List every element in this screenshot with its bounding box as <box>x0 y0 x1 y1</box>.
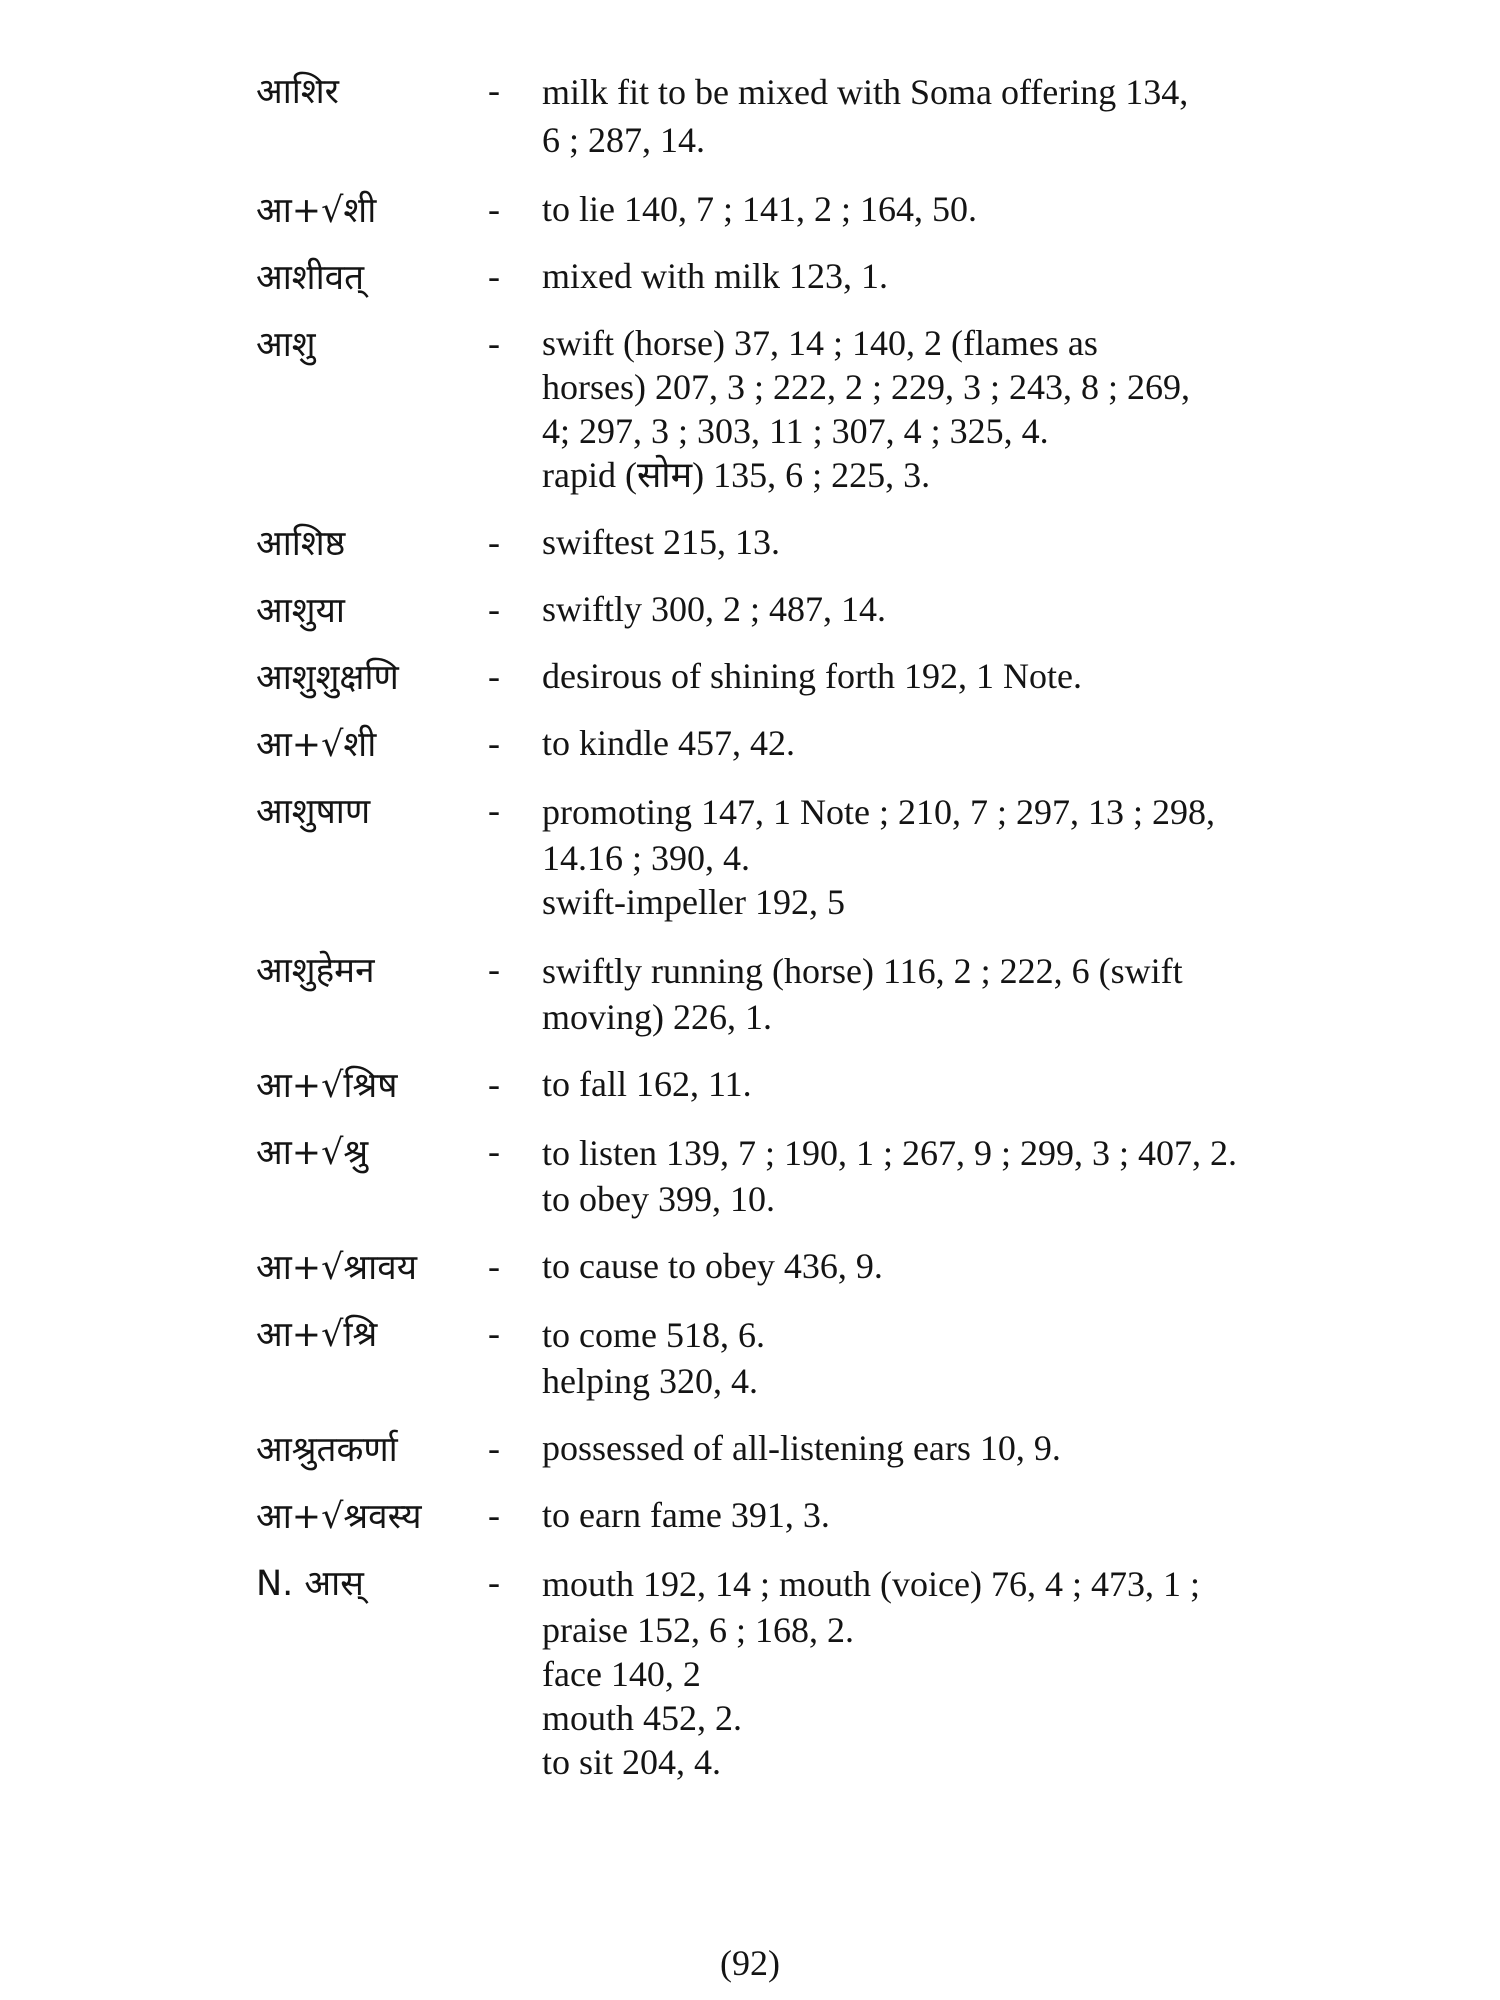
definition-line: promoting 147, 1 Note ; 210, 7 ; 297, 13 ; 298, <box>542 792 1215 832</box>
definition-line: 14.16 ; 390, 4. <box>542 838 751 878</box>
entry-dash: - <box>488 256 500 296</box>
glossary-entry <box>256 321 1306 497</box>
glossary-entry <box>256 1560 1306 1784</box>
glossary-entry <box>256 520 1306 564</box>
entry-dash: - <box>488 723 500 763</box>
entry-headword: आ+√श्रु <box>256 1133 369 1173</box>
entry-dash: - <box>488 589 500 629</box>
entry-dash: - <box>488 1246 500 1286</box>
entry-headword: आशुहेमन <box>256 951 375 991</box>
definition-line: horses) 207, 3 ; 222, 2 ; 229, 3 ; 243, 8 ; 269, <box>542 367 1190 407</box>
definition-line: mouth 452, 2. <box>542 1698 743 1738</box>
entry-dash: - <box>488 790 500 830</box>
entry-headword: आशुशुक्षणि <box>256 658 399 698</box>
entry-headword: आ+√शी <box>256 725 377 765</box>
definition-line: swiftly 300, 2 ; 487, 14. <box>542 589 887 629</box>
entry-dash: - <box>488 522 500 562</box>
definition-line: to kindle 457, 42. <box>542 723 795 763</box>
definition-line: to sit 204, 4. <box>542 1742 722 1782</box>
glossary-entry <box>256 654 1306 698</box>
definition-line: rapid (सोम) 135, 6 ; 225, 3. <box>542 455 931 495</box>
entry-headword: आ+√श्रिष <box>256 1066 398 1106</box>
entry-headword: आशुया <box>256 591 345 631</box>
entry-definition <box>542 1493 1306 1537</box>
definition-line: swift-impeller 192, 5 <box>542 882 845 922</box>
definition-line: praise 152, 6 ; 168, 2. <box>542 1610 854 1650</box>
glossary-entry <box>256 788 1306 924</box>
entry-dash: - <box>488 949 500 989</box>
entry-definition <box>542 788 1306 924</box>
entry-headword: आ+√श्रवस्य <box>256 1497 422 1537</box>
definition-line: desirous of shining forth 192, 1 Note. <box>542 656 1082 696</box>
definition-line: 4; 297, 3 ; 303, 11 ; 307, 4 ; 325, 4. <box>542 411 1049 451</box>
entry-headword: आ+√श्रि <box>256 1315 378 1355</box>
entry-definition <box>542 721 1306 765</box>
definition-line: face 140, 2 <box>542 1654 701 1694</box>
glossary-entry <box>256 721 1306 765</box>
entry-definition <box>542 1426 1306 1470</box>
entry-definition <box>542 1311 1306 1403</box>
definition-line: to come 518, 6. <box>542 1315 765 1355</box>
entry-definition <box>542 520 1306 564</box>
entry-definition <box>542 68 1306 164</box>
entry-dash: - <box>488 70 500 110</box>
entry-headword: आ+√श्रावय <box>256 1248 418 1288</box>
entry-definition <box>542 587 1306 631</box>
entry-headword: आशिर <box>256 72 339 112</box>
entry-definition <box>542 1062 1306 1106</box>
entry-headword: N. आस् <box>256 1564 364 1604</box>
definition-line: milk fit to be mixed with Soma offering 134, <box>542 72 1189 112</box>
entry-headword: आशुषाण <box>256 792 371 832</box>
entry-dash: - <box>488 1562 500 1602</box>
entry-definition <box>542 1129 1306 1221</box>
entry-definition <box>542 1560 1306 1784</box>
definition-line: mixed with milk 123, 1. <box>542 256 888 296</box>
glossary-entry <box>256 254 1306 298</box>
definition-line: to listen 139, 7 ; 190, 1 ; 267, 9 ; 299, 3 ; 407, 2. <box>542 1133 1238 1173</box>
entry-dash: - <box>488 1131 500 1171</box>
definition-line: swiftly running (horse) 116, 2 ; 222, 6 (swift <box>542 951 1183 991</box>
entry-headword: आश्रुतकर्णा <box>256 1430 398 1470</box>
definition-line: to obey 399, 10. <box>542 1179 775 1219</box>
definition-line: to earn fame 391, 3. <box>542 1495 830 1535</box>
entry-dash: - <box>488 1495 500 1535</box>
definition-line: 6 ; 287, 14. <box>542 120 706 160</box>
entry-definition <box>542 654 1306 698</box>
definition-line: to fall 162, 11. <box>542 1064 752 1104</box>
glossary-entry <box>256 1244 1306 1288</box>
entry-definition <box>542 947 1306 1039</box>
glossary-entry <box>256 68 1306 164</box>
entry-dash: - <box>488 656 500 696</box>
definition-line: swift (horse) 37, 14 ; 140, 2 (flames as <box>542 323 1098 363</box>
entry-dash: - <box>488 1064 500 1104</box>
glossary-entry <box>256 1426 1306 1470</box>
entry-dash: - <box>488 323 500 363</box>
entry-definition <box>542 1244 1306 1288</box>
glossary-entry <box>256 587 1306 631</box>
entry-headword: आशीवत् <box>256 258 365 298</box>
glossary-entry <box>256 1129 1306 1221</box>
definition-line: to cause to obey 436, 9. <box>542 1246 883 1286</box>
entry-definition <box>542 254 1306 298</box>
glossary-entry <box>256 947 1306 1039</box>
definition-line: swiftest 215, 13. <box>542 522 780 562</box>
entry-dash: - <box>488 189 500 229</box>
definition-line: moving) 226, 1. <box>542 997 772 1037</box>
entry-dash: - <box>488 1428 500 1468</box>
entry-dash: - <box>488 1313 500 1353</box>
glossary-list <box>256 68 1306 1807</box>
entry-headword: आशु <box>256 325 316 365</box>
definition-line: helping 320, 4. <box>542 1361 758 1401</box>
definition-line: possessed of all-listening ears 10, 9. <box>542 1428 1061 1468</box>
entry-headword: आशिष्ठ <box>256 524 346 564</box>
glossary-entry <box>256 1311 1306 1403</box>
entry-definition <box>542 187 1306 231</box>
page-number: (92) <box>720 1943 780 1983</box>
definition-line: to lie 140, 7 ; 141, 2 ; 164, 50. <box>542 189 977 229</box>
glossary-entry <box>256 187 1306 231</box>
definition-line: mouth 192, 14 ; mouth (voice) 76, 4 ; 473, 1 ; <box>542 1564 1200 1604</box>
entry-headword: आ+√शी <box>256 191 377 231</box>
glossary-entry <box>256 1062 1306 1106</box>
entry-definition <box>542 321 1306 497</box>
glossary-entry <box>256 1493 1306 1537</box>
